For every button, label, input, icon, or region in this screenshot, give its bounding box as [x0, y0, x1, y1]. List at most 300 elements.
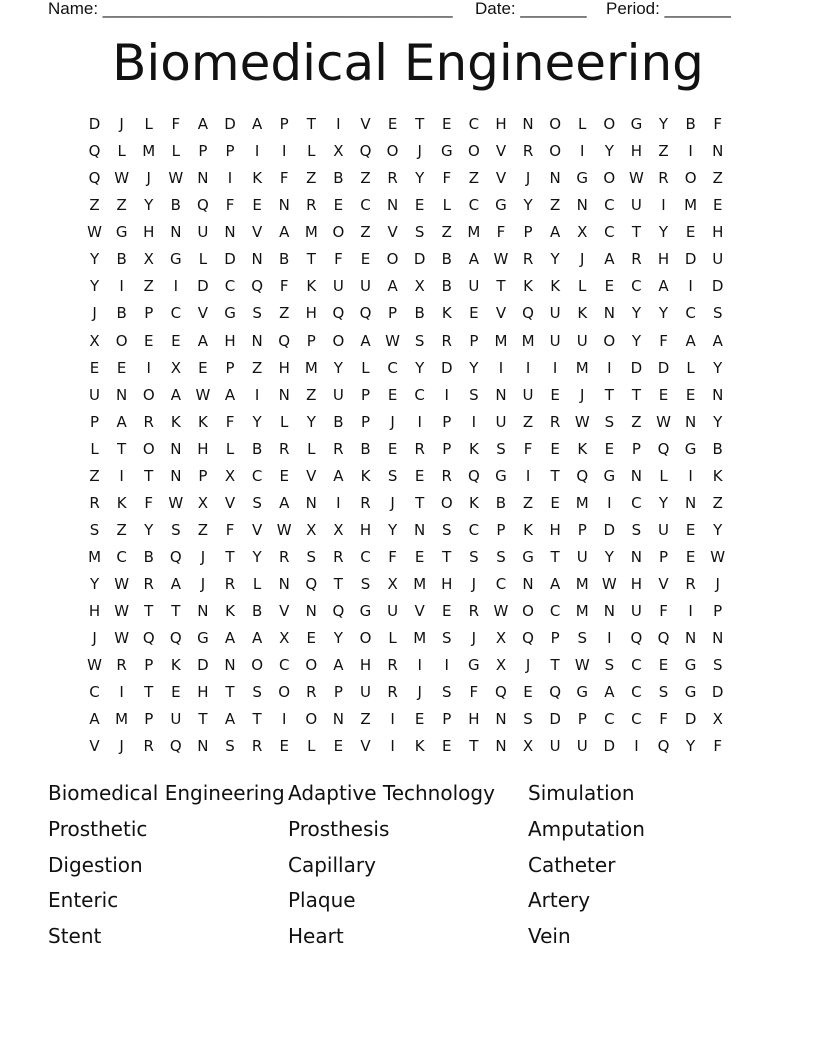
grid-letter[interactable]: P — [469, 331, 479, 350]
grid-letter[interactable]: L — [117, 142, 126, 161]
grid-letter[interactable]: O — [603, 331, 616, 350]
grid-letter[interactable]: G — [440, 142, 453, 161]
grid-letter[interactable]: V — [197, 304, 209, 323]
grid-letter[interactable]: P — [198, 142, 208, 161]
grid-letter[interactable]: T — [415, 115, 425, 133]
grid-letter[interactable]: P — [388, 304, 398, 323]
grid-letter[interactable]: H — [197, 439, 209, 458]
grid-letter[interactable]: Z — [631, 412, 642, 431]
grid-letter[interactable]: R — [387, 169, 398, 188]
grid-letter[interactable]: P — [279, 115, 289, 133]
grid-letter[interactable]: D — [197, 277, 209, 296]
grid-letter[interactable]: A — [550, 575, 561, 594]
grid-letter[interactable]: X — [306, 520, 317, 539]
grid-letter[interactable]: U — [332, 277, 344, 296]
grid-letter[interactable]: O — [251, 656, 264, 675]
grid-letter[interactable]: C — [360, 548, 371, 566]
grid-letter[interactable]: Y — [686, 737, 696, 756]
grid-letter[interactable]: N — [170, 466, 182, 485]
grid-letter[interactable]: T — [198, 710, 208, 729]
grid-letter[interactable]: R — [306, 683, 317, 702]
grid-letter[interactable]: O — [142, 385, 155, 404]
grid-letter[interactable]: E — [333, 196, 344, 215]
grid-letter[interactable]: A — [604, 250, 615, 269]
grid-letter[interactable]: E — [306, 629, 317, 648]
grid-letter[interactable]: Z — [550, 196, 561, 215]
grid-letter[interactable]: I — [688, 277, 693, 296]
grid-letter[interactable]: J — [715, 575, 720, 594]
grid-letter[interactable]: T — [225, 548, 235, 566]
grid-letter[interactable]: V — [360, 737, 371, 756]
grid-letter[interactable]: N — [495, 385, 507, 404]
grid-letter[interactable]: J — [417, 142, 422, 161]
grid-letter[interactable]: Z — [522, 493, 534, 512]
grid-letter[interactable]: J — [390, 493, 395, 512]
grid-letter[interactable]: P — [550, 629, 560, 648]
grid-letter[interactable]: K — [468, 493, 479, 512]
grid-letter[interactable]: S — [360, 575, 371, 594]
grid-letter[interactable]: L — [171, 142, 180, 161]
grid-letter[interactable]: Z — [658, 142, 669, 161]
grid-letter[interactable]: E — [116, 358, 127, 377]
grid-letter[interactable]: Z — [306, 169, 317, 188]
grid-letter[interactable]: Y — [306, 412, 316, 431]
grid-letter[interactable]: E — [387, 439, 398, 458]
grid-letter[interactable]: C — [170, 304, 182, 323]
grid-letter[interactable]: S — [604, 412, 615, 431]
grid-letter[interactable]: R — [333, 548, 344, 566]
grid-letter[interactable]: U — [468, 277, 480, 296]
grid-letter[interactable]: I — [688, 602, 693, 621]
grid-letter[interactable]: D — [549, 710, 561, 729]
grid-letter[interactable]: M — [521, 331, 535, 350]
grid-letter[interactable]: A — [360, 331, 371, 350]
grid-letter[interactable]: M — [413, 629, 427, 648]
grid-letter[interactable]: E — [414, 548, 425, 566]
grid-letter[interactable]: I — [417, 412, 422, 431]
grid-letter[interactable]: Y — [658, 223, 669, 242]
grid-letter[interactable]: B — [495, 493, 507, 512]
grid-letter[interactable]: Y — [604, 548, 614, 566]
grid-letter[interactable]: W — [601, 575, 617, 594]
grid-letter[interactable]: N — [197, 602, 209, 621]
grid-letter[interactable]: S — [442, 683, 452, 702]
grid-letter[interactable]: L — [90, 439, 99, 458]
grid-letter[interactable]: E — [685, 548, 696, 566]
grid-letter[interactable]: G — [224, 304, 236, 323]
grid-letter[interactable]: W — [574, 656, 590, 675]
grid-letter[interactable]: O — [142, 439, 155, 458]
grid-letter[interactable]: G — [684, 439, 697, 458]
grid-letter[interactable]: C — [631, 683, 642, 702]
grid-letter[interactable]: Y — [252, 412, 262, 431]
letter-grid[interactable] — [81, 111, 731, 761]
grid-letter[interactable]: D — [630, 358, 643, 377]
grid-letter[interactable]: O — [440, 493, 453, 512]
grid-letter[interactable]: F — [659, 331, 668, 350]
grid-letter[interactable]: S — [252, 683, 262, 702]
grid-letter[interactable]: J — [200, 575, 206, 594]
grid-letter[interactable]: Y — [604, 142, 614, 161]
grid-letter[interactable]: P — [144, 710, 154, 729]
grid-letter[interactable]: Q — [332, 602, 345, 621]
grid-letter[interactable]: V — [658, 575, 669, 594]
grid-letter[interactable]: X — [89, 331, 100, 350]
grid-letter[interactable]: W — [87, 223, 102, 242]
grid-letter[interactable]: V — [224, 493, 236, 512]
grid-letter[interactable]: T — [469, 737, 479, 756]
grid-letter[interactable]: F — [713, 737, 723, 756]
grid-letter[interactable]: I — [444, 385, 449, 404]
grid-letter[interactable]: U — [576, 548, 588, 566]
grid-letter[interactable]: F — [713, 115, 723, 133]
grid-letter[interactable]: N — [197, 169, 209, 188]
grid-letter[interactable]: F — [225, 520, 235, 539]
grid-letter[interactable]: I — [254, 142, 260, 161]
grid-letter[interactable]: B — [251, 439, 263, 458]
grid-letter[interactable]: S — [414, 223, 425, 242]
grid-letter[interactable]: X — [522, 737, 534, 756]
grid-letter[interactable]: J — [580, 385, 585, 404]
grid-letter[interactable]: R — [658, 169, 669, 188]
grid-letter[interactable]: R — [251, 737, 263, 756]
grid-letter[interactable]: J — [580, 250, 585, 269]
grid-letter[interactable]: X — [170, 358, 181, 377]
grid-letter[interactable]: I — [525, 358, 531, 377]
grid-letter[interactable]: Z — [116, 196, 127, 215]
grid-letter[interactable]: Q — [278, 331, 291, 350]
grid-letter[interactable]: K — [414, 737, 425, 756]
grid-letter[interactable]: R — [631, 250, 642, 269]
grid-letter[interactable]: C — [360, 196, 371, 215]
grid-letter[interactable]: N — [684, 629, 697, 648]
grid-letter[interactable]: T — [171, 602, 181, 621]
grid-letter[interactable]: R — [143, 737, 154, 756]
grid-letter[interactable]: R — [360, 493, 371, 512]
grid-letter[interactable]: S — [442, 629, 452, 648]
grid-letter[interactable]: P — [496, 520, 506, 539]
grid-letter[interactable]: E — [414, 710, 425, 729]
grid-letter[interactable]: K — [306, 277, 317, 296]
grid-letter[interactable]: C — [604, 710, 615, 729]
grid-letter[interactable]: K — [523, 520, 533, 539]
grid-letter[interactable]: C — [468, 115, 480, 133]
grid-letter[interactable]: I — [119, 277, 124, 296]
grid-letter[interactable]: R — [333, 439, 344, 458]
grid-letter[interactable]: L — [280, 412, 289, 431]
grid-letter[interactable]: B — [712, 439, 723, 458]
grid-letter[interactable]: T — [550, 466, 560, 485]
grid-letter[interactable]: T — [306, 115, 316, 133]
grid-letter[interactable]: B — [333, 169, 344, 188]
grid-letter[interactable]: Y — [252, 548, 262, 566]
grid-letter[interactable]: P — [198, 466, 208, 485]
grid-letter[interactable]: D — [413, 250, 426, 269]
grid-letter[interactable]: I — [580, 142, 585, 161]
grid-letter[interactable]: D — [197, 656, 209, 675]
grid-letter[interactable]: H — [88, 602, 101, 621]
grid-letter[interactable]: R — [306, 196, 317, 215]
grid-letter[interactable]: F — [144, 493, 154, 512]
grid-letter[interactable]: J — [119, 115, 124, 133]
grid-letter[interactable]: Y — [631, 331, 641, 350]
grid-letter[interactable]: I — [119, 683, 124, 702]
grid-letter[interactable]: N — [170, 439, 182, 458]
grid-letter[interactable]: L — [388, 629, 397, 648]
grid-letter[interactable]: E — [387, 385, 398, 404]
grid-letter[interactable]: Q — [495, 683, 507, 702]
grid-letter[interactable]: L — [659, 466, 668, 485]
grid-letter[interactable]: G — [115, 223, 128, 242]
grid-letter[interactable]: X — [197, 493, 209, 512]
grid-letter[interactable]: R — [468, 602, 480, 621]
grid-letter[interactable]: M — [494, 331, 508, 350]
grid-letter[interactable]: Q — [630, 629, 643, 648]
grid-letter[interactable]: E — [360, 250, 371, 269]
grid-letter[interactable]: I — [498, 358, 504, 377]
grid-letter[interactable]: N — [414, 520, 426, 539]
grid-letter[interactable]: Y — [713, 412, 723, 431]
name-field[interactable]: Name: _____________________________________ — [48, 0, 453, 18]
grid-letter[interactable]: C — [387, 358, 398, 377]
grid-letter[interactable]: G — [684, 683, 697, 702]
grid-letter[interactable]: Z — [143, 277, 154, 296]
grid-letter[interactable]: I — [390, 710, 395, 729]
grid-letter[interactable]: Q — [169, 548, 182, 566]
grid-letter[interactable]: T — [144, 602, 154, 621]
grid-letter[interactable]: N — [684, 493, 697, 512]
grid-letter[interactable]: H — [441, 575, 453, 594]
grid-letter[interactable]: M — [142, 142, 156, 161]
grid-letter[interactable]: X — [333, 142, 344, 161]
grid-letter[interactable]: Q — [467, 466, 480, 485]
grid-letter[interactable]: Z — [251, 358, 263, 377]
grid-letter[interactable]: Y — [469, 358, 479, 377]
grid-letter[interactable]: S — [171, 520, 181, 539]
grid-letter[interactable]: I — [688, 142, 693, 161]
grid-letter[interactable]: L — [252, 575, 262, 594]
grid-letter[interactable]: A — [658, 277, 669, 296]
grid-letter[interactable]: F — [659, 602, 668, 621]
grid-letter[interactable]: J — [200, 548, 206, 566]
grid-letter[interactable]: O — [305, 710, 318, 729]
grid-letter[interactable]: E — [252, 196, 262, 215]
grid-letter[interactable]: V — [251, 223, 263, 242]
grid-letter[interactable]: P — [442, 710, 452, 729]
grid-letter[interactable]: G — [197, 629, 209, 648]
grid-letter[interactable]: R — [116, 656, 127, 675]
grid-letter[interactable]: B — [116, 250, 127, 269]
grid-letter[interactable]: I — [634, 737, 639, 756]
grid-letter[interactable]: G — [576, 169, 589, 188]
grid-letter[interactable]: Z — [116, 520, 127, 539]
grid-letter[interactable]: K — [225, 602, 235, 621]
grid-letter[interactable]: C — [251, 466, 263, 485]
grid-letter[interactable]: L — [198, 250, 208, 269]
grid-letter[interactable]: J — [119, 737, 124, 756]
grid-letter[interactable]: W — [574, 412, 590, 431]
grid-letter[interactable]: S — [712, 656, 723, 675]
grid-letter[interactable]: D — [684, 250, 697, 269]
grid-letter[interactable]: N — [522, 115, 534, 133]
grid-letter[interactable]: U — [630, 196, 642, 215]
grid-letter[interactable]: T — [225, 683, 235, 702]
grid-letter[interactable]: V — [360, 115, 371, 133]
grid-letter[interactable]: E — [658, 385, 669, 404]
grid-letter[interactable]: Z — [360, 169, 371, 188]
grid-letter[interactable]: T — [604, 385, 614, 404]
grid-letter[interactable]: E — [198, 358, 208, 377]
grid-letter[interactable]: U — [630, 602, 642, 621]
grid-letter[interactable]: N — [603, 304, 615, 323]
grid-letter[interactable]: I — [607, 629, 612, 648]
grid-letter[interactable]: P — [144, 656, 154, 675]
grid-letter[interactable]: J — [92, 304, 97, 323]
grid-letter[interactable]: G — [359, 602, 372, 621]
grid-letter[interactable]: G — [576, 683, 589, 702]
grid-letter[interactable]: N — [278, 196, 290, 215]
grid-letter[interactable]: U — [359, 277, 371, 296]
grid-letter[interactable]: N — [170, 223, 182, 242]
grid-letter[interactable]: R — [441, 331, 452, 350]
grid-letter[interactable]: R — [522, 142, 534, 161]
grid-letter[interactable]: O — [522, 602, 534, 621]
grid-letter[interactable]: I — [607, 358, 612, 377]
grid-letter[interactable]: B — [685, 115, 696, 133]
grid-letter[interactable]: P — [90, 412, 100, 431]
grid-letter[interactable]: A — [279, 493, 290, 512]
grid-letter[interactable]: H — [549, 520, 561, 539]
grid-letter[interactable]: D — [711, 683, 724, 702]
grid-letter[interactable]: A — [170, 575, 181, 594]
grid-letter[interactable]: H — [495, 115, 507, 133]
grid-letter[interactable]: N — [630, 466, 643, 485]
grid-letter[interactable]: R — [441, 466, 452, 485]
grid-letter[interactable]: E — [550, 439, 560, 458]
grid-letter[interactable]: K — [468, 439, 479, 458]
grid-letter[interactable]: N — [197, 737, 209, 756]
grid-letter[interactable]: O — [603, 115, 616, 133]
grid-letter[interactable]: T — [550, 548, 560, 566]
grid-letter[interactable]: J — [471, 575, 477, 594]
grid-letter[interactable]: U — [170, 710, 182, 729]
grid-letter[interactable]: C — [604, 223, 615, 242]
grid-letter[interactable]: C — [631, 277, 642, 296]
grid-letter[interactable]: O — [467, 142, 480, 161]
grid-letter[interactable]: K — [441, 304, 452, 323]
grid-letter[interactable]: V — [251, 520, 263, 539]
grid-letter[interactable]: Y — [631, 304, 641, 323]
grid-letter[interactable]: P — [442, 439, 452, 458]
grid-letter[interactable]: N — [522, 575, 534, 594]
grid-letter[interactable]: B — [170, 196, 181, 215]
grid-letter[interactable]: P — [306, 331, 316, 350]
grid-letter[interactable]: X — [143, 250, 154, 269]
grid-letter[interactable]: N — [549, 169, 561, 188]
grid-letter[interactable]: L — [307, 737, 316, 756]
grid-letter[interactable]: N — [684, 412, 697, 431]
date-field[interactable]: Date: _______ — [475, 0, 587, 18]
grid-letter[interactable]: G — [603, 466, 616, 485]
grid-letter[interactable]: I — [417, 656, 422, 675]
grid-letter[interactable]: H — [143, 223, 155, 242]
grid-letter[interactable]: Y — [89, 277, 100, 296]
grid-letter[interactable]: O — [603, 169, 616, 188]
grid-letter[interactable]: N — [278, 575, 290, 594]
grid-letter[interactable]: W — [710, 548, 726, 566]
grid-letter[interactable]: R — [387, 683, 398, 702]
grid-letter[interactable]: I — [444, 656, 449, 675]
grid-letter[interactable]: B — [143, 548, 154, 566]
grid-letter[interactable]: D — [603, 520, 616, 539]
grid-letter[interactable]: T — [333, 575, 343, 594]
grid-letter[interactable]: Y — [144, 520, 154, 539]
grid-letter[interactable]: K — [523, 277, 533, 296]
grid-letter[interactable]: A — [604, 683, 615, 702]
grid-letter[interactable]: W — [114, 629, 130, 648]
grid-letter[interactable]: T — [415, 493, 425, 512]
grid-letter[interactable]: N — [712, 385, 724, 404]
grid-letter[interactable]: E — [414, 466, 425, 485]
grid-letter[interactable]: W — [385, 331, 400, 350]
grid-letter[interactable]: G — [495, 196, 507, 215]
grid-letter[interactable]: O — [332, 223, 345, 242]
grid-letter[interactable]: Y — [658, 115, 669, 133]
grid-letter[interactable]: E — [685, 520, 696, 539]
grid-letter[interactable]: L — [307, 439, 316, 458]
grid-letter[interactable]: Z — [306, 385, 317, 404]
grid-letter[interactable]: U — [495, 412, 507, 431]
grid-letter[interactable]: S — [89, 520, 100, 539]
grid-letter[interactable]: F — [279, 169, 289, 188]
grid-letter[interactable]: K — [116, 493, 127, 512]
grid-letter[interactable]: O — [386, 142, 399, 161]
grid-letter[interactable]: E — [89, 358, 100, 377]
grid-letter[interactable]: L — [361, 358, 370, 377]
grid-letter[interactable]: V — [306, 466, 317, 485]
grid-letter[interactable]: Y — [333, 358, 343, 377]
grid-letter[interactable]: J — [471, 629, 477, 648]
grid-letter[interactable]: C — [278, 656, 290, 675]
grid-letter[interactable]: I — [525, 466, 531, 485]
grid-letter[interactable]: X — [495, 629, 507, 648]
grid-letter[interactable]: E — [414, 196, 425, 215]
grid-letter[interactable]: Q — [359, 304, 372, 323]
grid-letter[interactable]: R — [89, 493, 100, 512]
grid-letter[interactable]: W — [87, 656, 102, 675]
grid-letter[interactable]: Y — [333, 629, 343, 648]
grid-letter[interactable]: T — [252, 710, 262, 729]
grid-letter[interactable]: N — [495, 710, 507, 729]
grid-letter[interactable]: A — [251, 115, 263, 133]
grid-letter[interactable]: E — [685, 385, 696, 404]
grid-letter[interactable]: I — [173, 277, 179, 296]
grid-letter[interactable]: O — [305, 656, 318, 675]
grid-letter[interactable]: K — [252, 169, 263, 188]
grid-letter[interactable]: Q — [522, 629, 534, 648]
grid-letter[interactable]: Z — [197, 520, 209, 539]
grid-letter[interactable]: J — [92, 629, 97, 648]
grid-letter[interactable]: N — [712, 629, 724, 648]
grid-letter[interactable]: G — [684, 656, 697, 675]
grid-letter[interactable]: S — [604, 656, 615, 675]
grid-letter[interactable]: A — [333, 656, 344, 675]
grid-letter[interactable]: I — [390, 737, 395, 756]
grid-letter[interactable]: S — [712, 304, 723, 323]
grid-letter[interactable]: K — [550, 277, 561, 296]
grid-letter[interactable]: P — [577, 710, 587, 729]
grid-letter[interactable]: X — [414, 277, 425, 296]
